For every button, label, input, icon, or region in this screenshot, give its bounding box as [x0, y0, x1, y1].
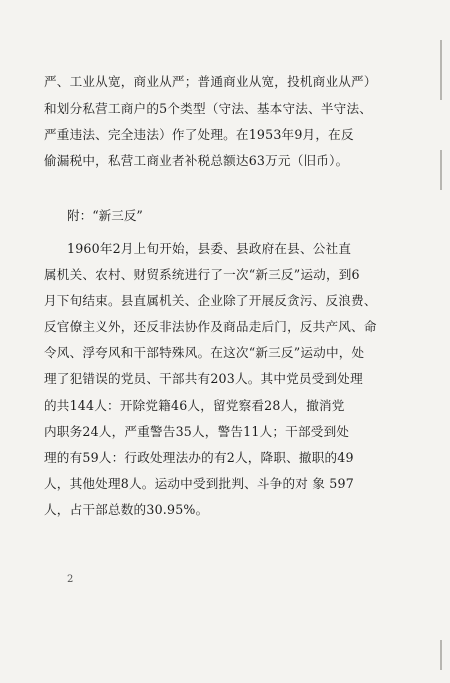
- text-line: 人，占干部总数的30.95%。: [44, 502, 209, 517]
- text-line: 理的有59人：行政处理法办的有2人，降职、撤职的49: [44, 450, 354, 465]
- text-line: 偷漏税中，私营工商业者补税总额达63万元（旧币）。: [44, 153, 349, 168]
- text-line: 月下旬结束。县直属机关、企业除了开展反贪污、反浪费、: [44, 293, 377, 308]
- text-line: 理了犯错误的党员、干部共有203人。其中党员受到处理: [44, 371, 363, 386]
- appendix-heading: 附：“新三反”: [67, 208, 143, 223]
- text-line: 1960年2月上旬开始，县委、县政府在县、公社直: [67, 241, 352, 256]
- text-line: 令风、浮夸风和干部特殊风。在这次“新三反”运动中，处: [44, 345, 365, 360]
- page-mark: 2: [67, 574, 74, 585]
- text-line: 反官僚主义外，还反非法协作及商品走后门，反共产风、命: [44, 319, 377, 334]
- scan-edge-mark: [440, 40, 442, 100]
- text-line: 严重违法、完全违法）作了处理。在1953年9月，在反: [44, 127, 354, 142]
- scan-edge-mark: [440, 150, 442, 190]
- text-line: 人，其他处理8人。运动中受到批判、斗争的对 象 597: [44, 476, 354, 491]
- scan-edge-mark: [440, 640, 442, 670]
- text-line: 属机关、农村、财贸系统进行了一次“新三反”运动，到6: [44, 267, 360, 282]
- text-line: 和划分私营工商户的5个类型（守法、基本守法、半守法、: [44, 101, 373, 116]
- text-line: 严、工业从宽，商业从严；普通商业从宽，投机商业从严）: [44, 74, 377, 89]
- text-line: 内职务24人，严重警告35人，警告11人；干部受到处: [44, 424, 350, 439]
- text-line: 的共144人：开除党籍46人，留党察看28人，撤消党: [44, 398, 345, 413]
